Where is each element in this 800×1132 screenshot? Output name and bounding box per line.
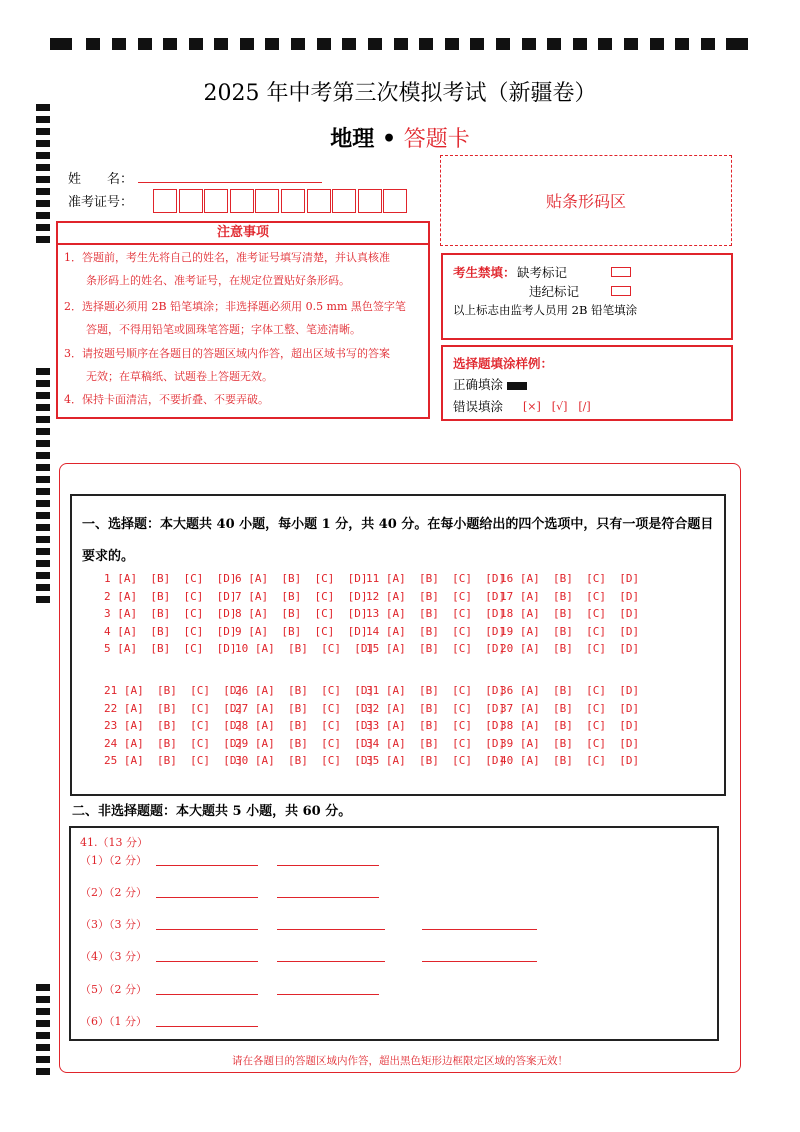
timing-mark xyxy=(36,1044,50,1051)
sample-box xyxy=(441,345,733,421)
wrong-marks: [×] [√] [/] xyxy=(523,400,591,413)
name-label: 姓 名： xyxy=(68,172,134,187)
timing-mark xyxy=(36,476,50,483)
mcq-question-row[interactable]: 31 [A] [B] [C] [D] xyxy=(366,684,506,697)
barcode-area xyxy=(440,155,732,246)
note-line: 3．请按题号顺序在各题目的答题区域内作答，超出区域书写的答案 xyxy=(64,347,390,360)
mcq-question-row[interactable]: 36 [A] [B] [C] [D] xyxy=(500,684,640,697)
timing-mark xyxy=(163,38,177,50)
answer-line[interactable] xyxy=(156,982,258,995)
name-field[interactable] xyxy=(138,170,322,183)
mcq-question-row[interactable]: 1 [A] [B] [C] [D] xyxy=(104,572,237,585)
mcq-question-row[interactable]: 34 [A] [B] [C] [D] xyxy=(366,736,506,750)
note-line: 4．保持卡面清洁，不要折叠、不要弄破。 xyxy=(64,393,269,406)
mcq-question-row[interactable]: 15 [A] [B] [C] [D] xyxy=(366,642,506,655)
title-dot: • xyxy=(381,126,397,152)
answer-line[interactable] xyxy=(156,917,258,930)
timing-mark xyxy=(342,38,356,50)
note-line: 答题，不得用铅笔或圆珠笔答题；字体工整、笔迹清晰。 xyxy=(64,323,361,336)
timing-mark xyxy=(36,236,50,243)
note-line: 条形码上的姓名、准考证号，在规定位置贴好条形码。 xyxy=(64,274,350,287)
absent-label: 缺考标记 xyxy=(517,265,568,280)
answer-line[interactable] xyxy=(156,1014,258,1027)
answer-line[interactable] xyxy=(277,917,385,930)
timing-mark xyxy=(36,596,50,603)
timing-mark xyxy=(36,500,50,507)
timing-mark xyxy=(36,996,50,1003)
part-label: （4）（3 分） xyxy=(80,950,147,963)
timing-mark xyxy=(36,392,50,399)
timing-mark xyxy=(189,38,203,50)
timing-mark xyxy=(522,38,536,50)
timing-mark xyxy=(36,440,50,447)
timing-mark xyxy=(36,368,50,375)
mcq-question-row[interactable]: 18 [A] [B] [C] [D] xyxy=(500,607,640,620)
timing-mark xyxy=(36,212,50,219)
id-box[interactable] xyxy=(230,189,254,213)
forbidden-note: 以上标志由监考人员用 2B 铅笔填涂 xyxy=(453,303,638,317)
mcq-question-row[interactable]: 12 [A] [B] [C] [D] xyxy=(366,589,506,603)
mcq-question-row[interactable]: 29 [A] [B] [C] [D] xyxy=(235,736,375,750)
answer-line[interactable] xyxy=(422,917,537,930)
answer-line[interactable] xyxy=(277,949,385,962)
timing-mark xyxy=(214,38,228,50)
timing-mark xyxy=(36,416,50,423)
id-box[interactable] xyxy=(307,189,331,213)
timing-mark xyxy=(36,152,50,159)
timing-mark xyxy=(394,38,408,50)
timing-mark xyxy=(36,1032,50,1039)
notes-heading: 注意事项 xyxy=(58,223,428,245)
mcq-question-row[interactable]: 13 [A] [B] [C] [D] xyxy=(366,607,506,620)
timing-mark xyxy=(701,38,715,50)
timing-mark xyxy=(368,38,382,50)
absent-mark[interactable] xyxy=(611,267,631,277)
card-label: 答题卡 xyxy=(403,127,470,152)
note-line: 无效；在草稿纸、试题卷上答题无效。 xyxy=(64,370,273,383)
timing-mark xyxy=(36,560,50,567)
mcq-question-row[interactable]: 7 [A] [B] [C] [D] xyxy=(235,589,368,603)
timing-mark xyxy=(265,38,279,50)
timing-mark xyxy=(36,164,50,171)
answer-line[interactable] xyxy=(156,885,258,898)
timing-mark xyxy=(36,584,50,591)
timing-mark xyxy=(36,428,50,435)
violation-mark[interactable] xyxy=(611,286,631,296)
mcq-question-row[interactable]: 17 [A] [B] [C] [D] xyxy=(500,589,640,603)
timing-marks-top xyxy=(50,38,750,50)
mcq-question-row[interactable]: 23 [A] [B] [C] [D] xyxy=(104,719,244,732)
id-box[interactable] xyxy=(153,189,177,213)
mcq-question-row[interactable]: 28 [A] [B] [C] [D] xyxy=(235,719,375,732)
footer-warning: 请在各题目的答题区域内作答，超出黑色矩形边框限定区域的答案无效！ xyxy=(232,1055,568,1067)
id-box[interactable] xyxy=(281,189,305,213)
timing-mark xyxy=(547,38,561,50)
mcq-question-row[interactable]: 25 [A] [B] [C] [D] xyxy=(104,754,244,767)
id-box[interactable] xyxy=(179,189,203,213)
part-label: （1）（2 分） xyxy=(80,854,147,867)
mcq-question-row[interactable]: 26 [A] [B] [C] [D] xyxy=(235,684,375,697)
notes-box xyxy=(56,221,430,419)
timing-mark xyxy=(36,548,50,555)
timing-mark xyxy=(470,38,484,50)
timing-mark xyxy=(36,200,50,207)
forbidden-label: 考生禁填： xyxy=(453,265,516,280)
mcq-question-row[interactable]: 20 [A] [B] [C] [D] xyxy=(500,642,640,655)
timing-mark xyxy=(36,572,50,579)
mcq-question-row[interactable]: 19 [A] [B] [C] [D] xyxy=(500,624,640,638)
timing-mark xyxy=(496,38,510,50)
timing-mark xyxy=(86,38,100,50)
timing-mark xyxy=(240,38,254,50)
timing-mark xyxy=(36,984,50,991)
mcq-question-row[interactable]: 40 [A] [B] [C] [D] xyxy=(500,754,640,767)
mcq-question-row[interactable]: 32 [A] [B] [C] [D] xyxy=(366,701,506,715)
timing-mark xyxy=(36,1008,50,1015)
answer-line[interactable] xyxy=(277,982,379,995)
mcq-question-row[interactable]: 2 [A] [B] [C] [D] xyxy=(104,589,237,603)
forbidden-box xyxy=(441,253,733,340)
timing-mark xyxy=(36,176,50,183)
subject-name: 地理 xyxy=(330,126,375,152)
mcq-question-row[interactable]: 11 [A] [B] [C] [D] xyxy=(366,572,506,585)
timing-mark xyxy=(36,536,50,543)
mcq-question-row[interactable]: 27 [A] [B] [C] [D] xyxy=(235,701,375,715)
timing-mark xyxy=(112,38,126,50)
mcq-question-row[interactable]: 5 [A] [B] [C] [D] xyxy=(104,642,237,655)
timing-mark xyxy=(291,38,305,50)
timing-mark xyxy=(598,38,612,50)
mcq-question-row[interactable]: 9 [A] [B] [C] [D] xyxy=(235,624,368,638)
answer-line[interactable] xyxy=(422,949,537,962)
timing-mark xyxy=(36,512,50,519)
mcq-question-row[interactable]: 8 [A] [B] [C] [D] xyxy=(235,607,368,620)
mcq-question-row[interactable]: 38 [A] [B] [C] [D] xyxy=(500,719,640,732)
id-box[interactable] xyxy=(358,189,382,213)
exam-title: 2025 年中考第三次模拟考试（新疆卷） xyxy=(203,81,597,106)
correct-fill-sample xyxy=(507,382,527,390)
id-box[interactable] xyxy=(204,189,228,213)
mcq-question-row[interactable]: 35 [A] [B] [C] [D] xyxy=(366,754,506,767)
mcq-question-row[interactable]: 37 [A] [B] [C] [D] xyxy=(500,701,640,715)
mcq-question-row[interactable]: 4 [A] [B] [C] [D] xyxy=(104,624,237,638)
barcode-label: 贴条形码区 xyxy=(545,192,626,211)
timing-mark xyxy=(675,38,689,50)
timing-mark xyxy=(138,38,152,50)
timing-mark xyxy=(650,38,664,50)
timing-mark xyxy=(445,38,459,50)
mcq-question-row[interactable]: 30 [A] [B] [C] [D] xyxy=(235,754,375,767)
timing-mark xyxy=(36,404,50,411)
mcq-question-row[interactable]: 14 [A] [B] [C] [D] xyxy=(366,624,506,638)
answer-line[interactable] xyxy=(277,853,379,866)
answer-line[interactable] xyxy=(156,949,258,962)
part-label: （5）（2 分） xyxy=(80,983,147,996)
timing-mark xyxy=(726,38,748,50)
timing-mark xyxy=(317,38,331,50)
timing-mark xyxy=(573,38,587,50)
part-label: （3）（3 分） xyxy=(80,918,147,931)
answer-line[interactable] xyxy=(277,885,379,898)
mcq-question-row[interactable]: 3 [A] [B] [C] [D] xyxy=(104,607,237,620)
note-line: 2．选择题必须用 2B 铅笔填涂；非选择题必须用 0.5 mm 黑色签字笔 xyxy=(64,300,406,313)
timing-mark xyxy=(36,380,50,387)
timing-mark xyxy=(419,38,433,50)
id-box[interactable] xyxy=(332,189,356,213)
violation-label: 违纪标记 xyxy=(529,284,580,299)
mcq-question-row[interactable]: 39 [A] [B] [C] [D] xyxy=(500,736,640,750)
mcq-title: 一、选择题：本大题共 40 小题，每小题 1 分，共 40 分。在每小题给出的四个选项中，只有一项是符合题目要求的。 xyxy=(82,517,714,564)
part-label: （2）（2 分） xyxy=(80,886,147,899)
q41-label: 41.（13 分） xyxy=(80,836,148,849)
sample-label: 选择题填涂样例： xyxy=(453,356,554,371)
section2-title: 二、非选择题题：本大题共 5 小题，共 60 分。 xyxy=(72,804,352,819)
wrong-label: 错误填涂 xyxy=(453,399,504,414)
timing-mark xyxy=(36,224,50,231)
id-box[interactable] xyxy=(255,189,279,213)
mcq-question-row[interactable]: 22 [A] [B] [C] [D] xyxy=(104,701,244,715)
note-line: 1．答题前，考生先将自己的姓名，准考证号填写清楚，并认真核准 xyxy=(64,251,390,264)
timing-mark xyxy=(36,488,50,495)
mcq-question-row[interactable]: 24 [A] [B] [C] [D] xyxy=(104,736,244,750)
timing-mark xyxy=(36,188,50,195)
id-box[interactable] xyxy=(383,189,407,213)
mcq-question-row[interactable]: 21 [A] [B] [C] [D] xyxy=(104,684,244,697)
timing-mark xyxy=(50,38,72,50)
correct-label: 正确填涂 xyxy=(453,377,504,392)
timing-mark xyxy=(36,1020,50,1027)
timing-mark xyxy=(624,38,638,50)
answer-line[interactable] xyxy=(156,853,258,866)
timing-mark xyxy=(36,452,50,459)
timing-mark xyxy=(36,464,50,471)
timing-mark xyxy=(36,1068,50,1075)
mcq-question-row[interactable]: 6 [A] [B] [C] [D] xyxy=(235,572,368,585)
mcq-question-row[interactable]: 10 [A] [B] [C] [D] xyxy=(235,642,375,655)
part-label: （6）（1 分） xyxy=(80,1015,147,1028)
card-subtitle xyxy=(0,122,800,153)
id-number-boxes[interactable] xyxy=(153,189,409,213)
mcq-question-row[interactable]: 16 [A] [B] [C] [D] xyxy=(500,572,640,585)
timing-mark xyxy=(36,524,50,531)
mcq-question-row[interactable]: 33 [A] [B] [C] [D] xyxy=(366,719,506,732)
id-label: 准考证号： xyxy=(68,195,134,210)
